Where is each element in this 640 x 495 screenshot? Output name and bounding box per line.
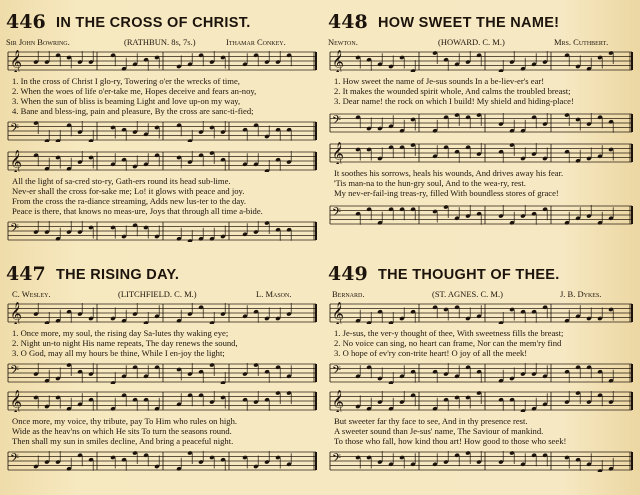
- author: C. Wesley.: [12, 289, 51, 299]
- hymn-credits: [328, 36, 634, 48]
- verse-lyrics: [12, 328, 238, 358]
- staff-notation: [328, 112, 634, 134]
- staff-notation: [328, 362, 634, 384]
- hymn-446: [6, 10, 318, 242]
- hymn-title: HOW SWEET THE NAME!: [378, 15, 560, 31]
- hymn-449: [328, 262, 634, 492]
- lyric-line: 2. Night un-to night His name repeats, The day renews the sound,: [12, 338, 238, 348]
- treble-staff: [328, 390, 634, 412]
- hymn-title: IN THE CROSS OF CHRIST.: [56, 15, 251, 31]
- refrain-lyrics: [334, 416, 566, 446]
- bass-staff: [328, 204, 634, 226]
- treble-clef-icon: 𝄞: [10, 50, 22, 72]
- lyric-line: 3. O hope of ev'ry con-trite heart! O joy of all the meek!: [334, 348, 528, 358]
- author: Sir John Bowring.: [6, 37, 70, 47]
- bass-staff: [6, 120, 318, 142]
- bass-clef-icon: 𝄢: [10, 364, 20, 380]
- bass-staff: [6, 362, 318, 384]
- lyric-line: 1. Je-sus, the ver-y thought of thee, With sweetness fills the breast;: [334, 328, 564, 338]
- treble-clef-icon: 𝄞: [10, 150, 22, 172]
- bass-staff: [6, 220, 318, 242]
- tune-name: (LITCHFIELD. C. M.): [118, 289, 197, 299]
- hymn-number: 447: [6, 263, 46, 285]
- staff-notation: [6, 150, 318, 172]
- lyric-line: Peace is there, that knows no meas-ure, Joys that through all time a-bide.: [12, 206, 263, 216]
- lyric-line: 1. How sweet the name of Je-sus sounds In a be-liev-er's ear!: [334, 76, 545, 86]
- bass-clef-icon: 𝄢: [332, 206, 342, 222]
- hymn-number: 449: [328, 263, 368, 285]
- hymn-number: 446: [6, 11, 46, 33]
- staff-notation: [6, 50, 318, 72]
- staff-notation: [6, 220, 318, 242]
- verse-lyrics: [334, 76, 574, 106]
- lyric-line: 4. Bane and bless-ing, pain and pleasure, By the cross are sanc-ti-fied;: [12, 106, 254, 116]
- treble-staff: [6, 390, 318, 412]
- hymn-credits: [6, 288, 318, 300]
- lyric-line: Wide as the heav'ns on which He sits To turn the seasons round.: [12, 426, 232, 436]
- hymn-credits: [6, 36, 318, 48]
- author: Newton.: [328, 37, 358, 47]
- hymn-title: THE THOUGHT OF THEE.: [378, 267, 560, 283]
- bass-clef-icon: 𝄢: [332, 452, 342, 468]
- hymn-448: [328, 10, 634, 242]
- lyric-line: 'Tis man-na to the hun-gry soul, And to the wea-ry, rest.: [334, 178, 526, 188]
- staff-notation: [328, 204, 634, 226]
- treble-clef-icon: 𝄞: [332, 50, 344, 72]
- tune-name: (ST. AGNES. C. M.): [432, 289, 503, 299]
- treble-staff: [328, 302, 634, 324]
- tune-name: (HOWARD. C. M.): [438, 37, 505, 47]
- treble-staff: [328, 50, 634, 72]
- composer: L. Mason.: [256, 289, 292, 299]
- staff-notation: [6, 302, 318, 324]
- lyric-line: 3. When the sun of bliss is beaming Light and love up-on my way,: [12, 96, 241, 106]
- staff-notation: [6, 362, 318, 384]
- composer: Mrs. Cuthbert.: [554, 37, 609, 47]
- lyric-line: 1. Once more, my soul, the rising day Sa-lutes thy waking eye;: [12, 328, 229, 338]
- staff-notation: [328, 50, 634, 72]
- lyric-line: 1. In the cross of Christ I glo-ry, Towering o'er the wrecks of time,: [12, 76, 240, 86]
- author: Bernard.: [332, 289, 365, 299]
- lyric-line: A sweeter sound than Je-sus' name, The Saviour of mankind.: [334, 426, 544, 436]
- refrain-lyrics: [12, 176, 263, 216]
- lyric-line: To those who fall, how kind thou art! How good to those who seek!: [334, 436, 567, 446]
- lyric-line: 2. It makes the wounded spirit whole, And calms the troubled breast;: [334, 86, 571, 96]
- lyric-line: Once more, my voice, thy tribute, pay To Him who rules on high.: [12, 416, 238, 426]
- hymn-credits: [328, 288, 634, 300]
- lyric-line: 3. O God, may all my hours be thine, While I en-joy the light;: [12, 348, 225, 358]
- hymn-number: 448: [328, 11, 368, 33]
- bass-clef-icon: 𝄢: [10, 222, 20, 238]
- staff-notation: [6, 450, 318, 472]
- bass-clef-icon: 𝄢: [10, 122, 20, 138]
- treble-staff: [6, 150, 318, 172]
- lyric-line: All the light of sa-cred sto-ry, Gath-ers round its head sub-lime.: [12, 176, 231, 186]
- staff-notation: [328, 302, 634, 324]
- staff-notation: [328, 390, 634, 412]
- lyric-line: Nev-er shall the cross for-sake me; Lo! it glows with peace and joy.: [12, 186, 245, 196]
- treble-staff: [6, 302, 318, 324]
- staff-notation: [6, 390, 318, 412]
- staff-notation: [328, 142, 634, 164]
- lyric-line: 3. Dear name! the rock on which I build! My shield and hiding-place!: [334, 96, 574, 106]
- treble-staff: [6, 50, 318, 72]
- treble-clef-icon: 𝄞: [332, 390, 344, 412]
- staff-notation: [6, 120, 318, 142]
- refrain-lyrics: [12, 416, 237, 446]
- lyric-line: Then shall my sun in smiles decline, And bring a peaceful night.: [12, 436, 234, 446]
- bass-staff: [6, 450, 318, 472]
- lyric-line: But sweeter far thy face to see, And in thy presence rest.: [334, 416, 528, 426]
- bass-clef-icon: 𝄢: [332, 364, 342, 380]
- lyric-line: My nev-er-fail-ing treas-ry, filled With boundless stores of grace!: [334, 188, 559, 198]
- treble-clef-icon: 𝄞: [332, 302, 344, 324]
- lyric-line: From the cross the ra-diance streaming, Adds new lus-ter to the day.: [12, 196, 247, 206]
- hymn-447: [6, 262, 318, 492]
- bass-clef-icon: 𝄢: [332, 114, 342, 130]
- verse-lyrics: [12, 76, 256, 116]
- staff-notation: [328, 450, 634, 472]
- lyric-line: 2. When the woes of life o'er-take me, Hopes deceive and fears an-noy,: [12, 86, 257, 96]
- treble-clef-icon: 𝄞: [10, 302, 22, 324]
- bass-staff: [328, 362, 634, 384]
- treble-staff: [328, 142, 634, 164]
- lyric-line: It soothes his sorrows, heals his wounds, And drives away his fear.: [334, 168, 564, 178]
- bass-staff: [328, 450, 634, 472]
- composer: Ithamar Conkey.: [226, 37, 286, 47]
- bass-clef-icon: 𝄢: [10, 452, 20, 468]
- composer: J. B. Dykes.: [560, 289, 602, 299]
- hymn-title: THE RISING DAY.: [56, 267, 180, 283]
- treble-clef-icon: 𝄞: [332, 142, 344, 164]
- lyric-line: 2. No voice can sing, no heart can frame, Nor can the mem'ry find: [334, 338, 562, 348]
- verse-lyrics: [334, 328, 563, 358]
- treble-clef-icon: 𝄞: [10, 390, 22, 412]
- refrain-lyrics: [334, 168, 563, 198]
- tune-name: (RATHBUN. 8s, 7s.): [124, 37, 196, 47]
- bass-staff: [328, 112, 634, 134]
